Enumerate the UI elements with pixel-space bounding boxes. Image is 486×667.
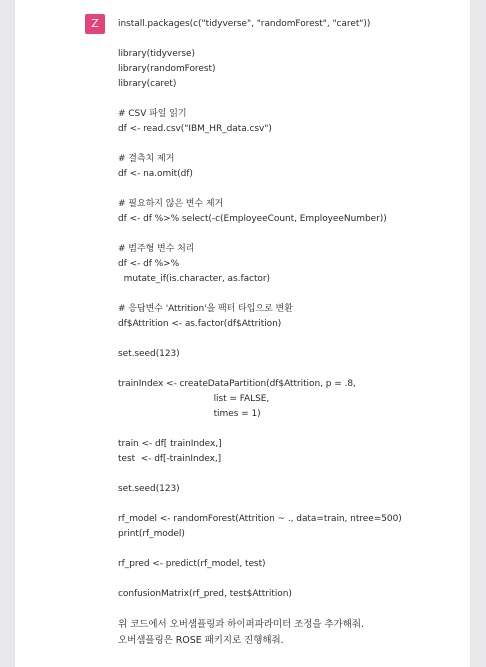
message-line: set.seed(123) xyxy=(118,484,180,494)
message-line: trainIndex <- createDataPartition(df$Attrition, p = .8, xyxy=(118,379,356,389)
message-line xyxy=(118,422,448,437)
message-line xyxy=(118,137,448,152)
message-line: list = FALSE, xyxy=(118,394,270,404)
message-line: library(tidyverse) xyxy=(118,49,195,59)
message-line: library(caret) xyxy=(118,79,177,89)
message-line: df <- df %>% xyxy=(118,259,180,269)
message-line: rf_pred <- predict(rf_model, test) xyxy=(118,559,266,569)
message-line: mutate_if(is.character, as.factor) xyxy=(118,274,270,284)
message-line xyxy=(118,362,448,377)
message-line xyxy=(118,182,448,197)
message-line: # 필요하지 않은 변수 제거 xyxy=(118,199,224,209)
message-line: print(rf_model) xyxy=(118,529,185,539)
message-line xyxy=(118,227,448,242)
message-line: # CSV 파일 읽기 xyxy=(118,109,187,119)
message-line: # 응답변수 'Attrition'을 팩터 타입으로 변환 xyxy=(118,304,293,314)
message-line: df <- na.omit(df) xyxy=(118,169,193,179)
message-line xyxy=(118,92,448,107)
message-line: rf_model <- randomForest(Attrition ~ ., data=train, ntree=500) xyxy=(118,514,402,524)
message-line: install.packages(c("tidyverse", "randomForest", "caret")) xyxy=(118,19,371,29)
message-line xyxy=(118,497,448,512)
message-line xyxy=(118,32,448,47)
message-line: library(randomForest) xyxy=(118,64,216,74)
message-line: set.seed(123) xyxy=(118,349,180,359)
message-line xyxy=(118,572,448,587)
message-line: 오버샘플링은 ROSE 패키지로 진행해줘. xyxy=(118,635,284,646)
message-line: df <- read.csv("IBM_HR_data.csv") xyxy=(118,124,272,134)
message-line: # 결측치 제거 xyxy=(118,154,175,164)
message-line xyxy=(118,602,448,617)
message-line xyxy=(118,542,448,557)
message-line: df <- df %>% select(-c(EmployeeCount, EmployeeNumber)) xyxy=(118,214,387,224)
message-line xyxy=(118,467,448,482)
message-line xyxy=(118,332,448,347)
message-line: 위 코드에서 오버샘플링과 하이퍼파라미터 조정을 추가해줘. xyxy=(118,619,364,630)
message-line: # 범주형 변수 처리 xyxy=(118,244,195,254)
chat-panel xyxy=(14,0,471,667)
message-line: df$Attrition <- as.factor(df$Attrition) xyxy=(118,319,282,329)
user-avatar: Z xyxy=(85,14,105,34)
message-line: train <- df[ trainIndex,] xyxy=(118,439,222,449)
message-line xyxy=(118,287,448,302)
message-line: test <- df[-trainIndex,] xyxy=(118,454,222,464)
user-message xyxy=(118,17,448,649)
message-line: times = 1) xyxy=(118,409,261,419)
message-line: confusionMatrix(rf_pred, test$Attrition) xyxy=(118,589,292,599)
